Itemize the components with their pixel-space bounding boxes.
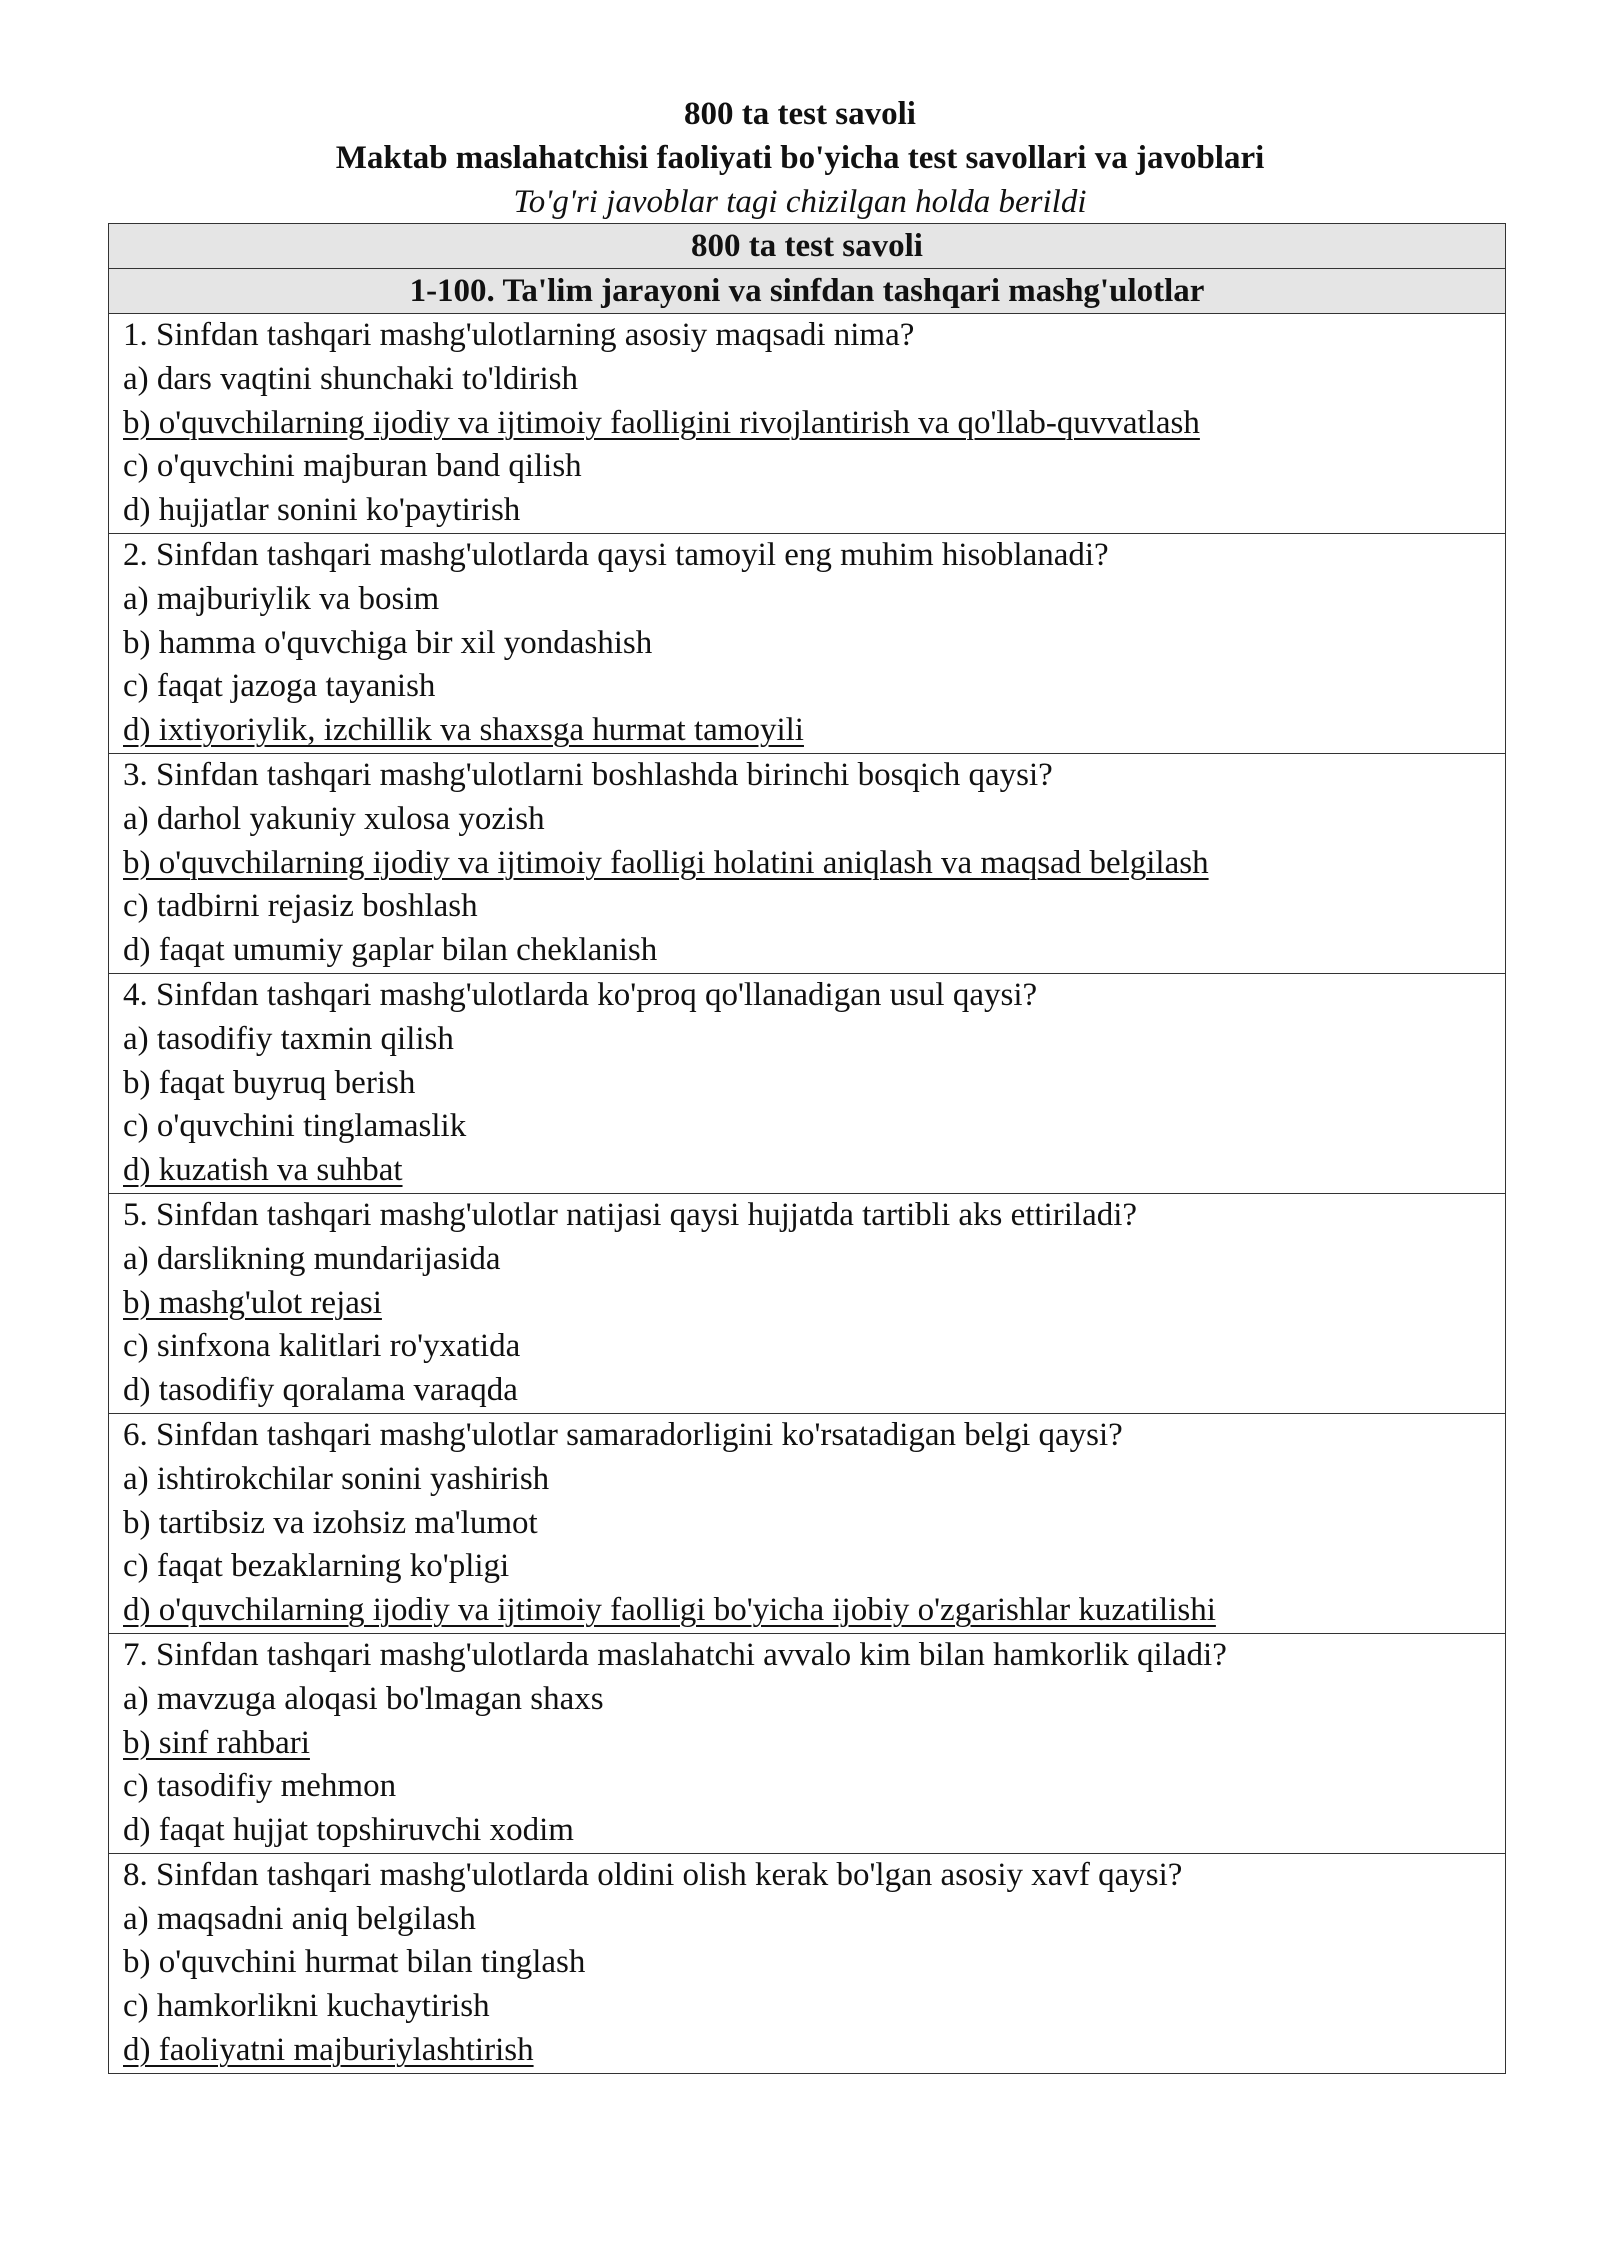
answer-option — [123, 1325, 1505, 1369]
answer-option — [123, 1678, 1505, 1722]
correct-answer-option — [123, 709, 1505, 753]
answer-text: a) mavzuga aloqasi bo'lmagan shaxs — [123, 1680, 604, 1717]
question-text: 2. Sinfdan tashqari mashg'ulotlarda qaysi tamoyil eng muhim hisoblanadi? — [123, 536, 1109, 573]
answer-option — [123, 622, 1505, 666]
correct-answer-option — [123, 842, 1505, 886]
answer-text: c) tadbirni rejasiz boshlash — [123, 888, 478, 925]
question-cell — [109, 753, 1506, 973]
document-note: To'g'ri javoblar tagi chizilgan holda berildi — [513, 184, 1087, 220]
answer-option — [123, 1458, 1505, 1502]
answer-text: a) darhol yakuniy xulosa yozish — [123, 800, 545, 837]
answer-option — [123, 578, 1505, 622]
section-heading: 1-100. Ta'lim jarayoni va sinfdan tashqari mashg'ulotlar — [109, 269, 1506, 314]
answer-text: d) hujjatlar sonini ko'paytirish — [123, 492, 521, 529]
correct-answer-option — [123, 1722, 1505, 1766]
answer-text: d) faqat umumiy gaplar bilan cheklanish — [123, 932, 658, 969]
question-row — [109, 1193, 1506, 1413]
answer-option — [123, 1105, 1505, 1149]
document-subtitle: Maktab maslahatchisi faoliyati bo'yicha test savollari va javoblari — [335, 140, 1265, 176]
question-row — [109, 533, 1506, 753]
correct-answer-text: b) o'quvchilarning ijodiy va ijtimoiy faolligini rivojlantirish va qo'llab-quvvatlash — [123, 404, 1200, 441]
correct-answer-text: d) kuzatish va suhbat — [123, 1152, 403, 1189]
table-title-row — [109, 224, 1506, 269]
answer-text: d) faqat hujjat topshiruvchi xodim — [123, 1812, 574, 1849]
answer-text: a) maqsadni aniq belgilash — [123, 1900, 476, 1937]
answer-text: a) ishtirokchilar sonini yashirish — [123, 1460, 550, 1497]
correct-answer-text: d) faoliyatni majburiylashtirish — [123, 2032, 534, 2069]
questions-table — [108, 223, 1506, 2074]
table-section-row — [109, 269, 1506, 314]
answer-text: c) o'quvchini majburan band qilish — [123, 448, 582, 485]
question-cell — [109, 973, 1506, 1193]
answer-option — [123, 358, 1505, 402]
answer-text: d) tasodifiy qoralama varaqda — [123, 1372, 518, 1409]
question-row — [109, 1853, 1506, 2073]
answer-text: b) faqat buyruq berish — [123, 1064, 416, 1101]
answer-text: c) faqat bezaklarning ko'pligi — [123, 1548, 510, 1585]
correct-answer-option — [123, 1589, 1505, 1633]
answer-text: c) faqat jazoga tayanish — [123, 668, 436, 705]
correct-answer-text: d) o'quvchilarning ijodiy va ijtimoiy faolligi bo'yicha ijobiy o'zgarishlar kuzatilishi — [123, 1592, 1216, 1629]
table-title: 800 ta test savoli — [109, 224, 1506, 269]
answer-text: b) tartibsiz va izohsiz ma'lumot — [123, 1504, 538, 1541]
answer-option — [123, 798, 1505, 842]
question-text: 5. Sinfdan tashqari mashg'ulotlar natijasi qaysi hujjatda tartibli aks ettiriladi? — [123, 1196, 1138, 1233]
question-text: 8. Sinfdan tashqari mashg'ulotlarda oldini olish kerak bo'lgan asosiy xavf qaysi? — [123, 1856, 1183, 1893]
answer-option — [123, 1941, 1505, 1985]
correct-answer-option — [123, 1149, 1505, 1193]
answer-option — [123, 1809, 1505, 1853]
answer-text: b) o'quvchini hurmat bilan tinglash — [123, 1944, 586, 1981]
answer-text: a) majburiylik va bosim — [123, 580, 440, 617]
answer-text: a) dars vaqtini shunchaki to'ldirish — [123, 360, 579, 397]
correct-answer-option — [123, 402, 1505, 446]
question-cell — [109, 1413, 1506, 1633]
answer-option — [123, 1018, 1505, 1062]
answer-option — [123, 445, 1505, 489]
answer-option — [123, 1765, 1505, 1809]
answer-option — [123, 489, 1505, 533]
question-row — [109, 1413, 1506, 1633]
answer-text: c) tasodifiy mehmon — [123, 1768, 397, 1805]
answer-option — [123, 1898, 1505, 1942]
answer-text: c) sinfxona kalitlari ro'yxatida — [123, 1328, 521, 1365]
question-cell — [109, 1193, 1506, 1413]
answer-text: a) darslikning mundarijasida — [123, 1240, 501, 1277]
answer-text: a) tasodifiy taxmin qilish — [123, 1020, 454, 1057]
question-row — [109, 753, 1506, 973]
question-text: 1. Sinfdan tashqari mashg'ulotlarning asosiy maqsadi nima? — [123, 317, 915, 353]
question-text: 6. Sinfdan tashqari mashg'ulotlar samaradorligini ko'rsatadigan belgi qaysi? — [123, 1416, 1123, 1453]
answer-text: b) hamma o'quvchiga bir xil yondashish — [123, 624, 653, 661]
answer-option — [123, 1369, 1505, 1413]
question-cell — [109, 1853, 1506, 2073]
answer-option — [123, 1238, 1505, 1282]
question-text: 3. Sinfdan tashqari mashg'ulotlarni boshlashda birinchi bosqich qaysi? — [123, 756, 1053, 793]
question-row — [109, 314, 1506, 534]
answer-text: c) o'quvchini tinglamaslik — [123, 1108, 467, 1145]
question-row — [109, 1633, 1506, 1853]
correct-answer-text: b) o'quvchilarning ijodiy va ijtimoiy faolligi holatini aniqlash va maqsad belgilash — [123, 844, 1209, 881]
answer-option — [123, 929, 1505, 973]
correct-answer-text: b) sinf rahbari — [123, 1724, 310, 1761]
correct-answer-option — [123, 1282, 1505, 1326]
answer-option — [123, 1985, 1505, 2029]
question-cell — [109, 314, 1506, 534]
answer-option — [123, 885, 1505, 929]
question-cell — [109, 1633, 1506, 1853]
answer-option — [123, 665, 1505, 709]
correct-answer-text: d) ixtiyoriylik, izchillik va shaxsga hurmat tamoyili — [123, 712, 804, 749]
answer-option — [123, 1062, 1505, 1106]
answer-option — [123, 1545, 1505, 1589]
question-cell — [109, 533, 1506, 753]
correct-answer-option — [123, 2029, 1505, 2073]
answer-option — [123, 1502, 1505, 1546]
document-title: 800 ta test savoli — [684, 96, 916, 132]
answer-text: c) hamkorlikni kuchaytirish — [123, 1988, 490, 2025]
correct-answer-text: b) mashg'ulot rejasi — [123, 1284, 382, 1321]
question-row — [109, 973, 1506, 1193]
question-text: 4. Sinfdan tashqari mashg'ulotlarda ko'proq qo'llanadigan usul qaysi? — [123, 976, 1038, 1013]
question-text: 7. Sinfdan tashqari mashg'ulotlarda maslahatchi avvalo kim bilan hamkorlik qiladi? — [123, 1636, 1227, 1673]
document-header — [0, 92, 1600, 224]
